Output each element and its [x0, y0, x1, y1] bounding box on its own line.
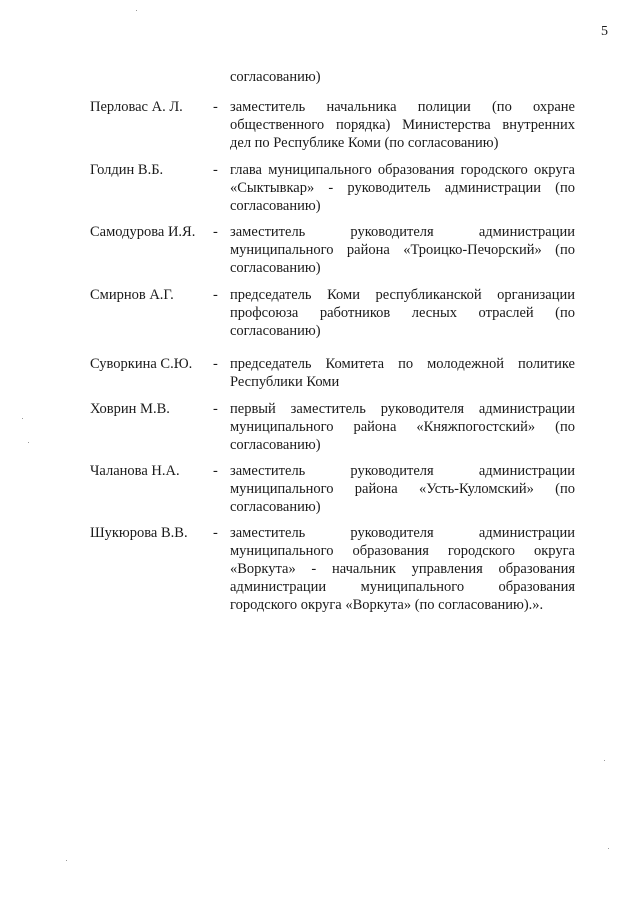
list-item: [90, 462, 580, 522]
separator-dash: -: [213, 401, 218, 417]
person-role: глава муниципального образования городского округа «Сыктывкар» - руководитель администрации (по согласованию): [230, 162, 575, 214]
separator-dash: -: [213, 287, 218, 303]
list-item: [90, 524, 580, 629]
scan-speck: [28, 442, 29, 443]
person-role: председатель Комитета по молодежной политике Республики Коми: [230, 356, 575, 390]
person-role: заместитель начальника полиции (по охране общественного порядка) Министерства внутренних дел по Республике Коми (по согласованию): [230, 99, 575, 151]
scan-speck: [22, 418, 23, 419]
person-name: Шукюрова В.В.: [90, 525, 188, 541]
separator-dash: -: [213, 99, 218, 115]
person-role: первый заместитель руководителя администрации муниципального района «Княжпогостский» (по согласованию): [230, 401, 575, 453]
scan-speck: [608, 848, 609, 849]
person-role: заместитель руководителя администрации муниципального района «Усть-Куломский» (по согласованию): [230, 463, 575, 515]
continuation-text: согласованию): [230, 69, 321, 85]
person-name: Голдин В.Б.: [90, 162, 164, 178]
separator-dash: -: [213, 224, 218, 240]
person-name: Суворкина С.Ю.: [90, 356, 193, 372]
list-item: [90, 98, 580, 158]
list-item: [90, 400, 580, 460]
person-name: Ховрин М.В.: [90, 401, 170, 417]
person-name: Смирнов А.Г.: [90, 287, 174, 303]
list-item: [90, 223, 580, 283]
scan-speck: [66, 860, 67, 861]
list-item: [90, 286, 580, 346]
person-role: председатель Коми республиканской организации профсоюза работников лесных отраслей (по согласованию): [230, 287, 575, 339]
list-item: [90, 161, 580, 221]
scan-speck: [604, 760, 605, 761]
person-name: Самодурова И.Я.: [90, 224, 196, 240]
page-number: 5: [601, 24, 608, 39]
scan-speck: [136, 10, 137, 11]
person-name: Перловас А. Л.: [90, 99, 183, 115]
person-name: Чаланова Н.А.: [90, 463, 180, 479]
person-role: заместитель руководителя администрации муниципального образования городского округа «Воркута» - начальник управления образования администрации муниципального образования городского округа «Воркута» (по согласованию).».: [230, 525, 575, 613]
separator-dash: -: [213, 525, 218, 541]
person-role: заместитель руководителя администрации муниципального района «Троицко-Печорский» (по согласованию): [230, 224, 575, 276]
separator-dash: -: [213, 356, 218, 372]
separator-dash: -: [213, 162, 218, 178]
separator-dash: -: [213, 463, 218, 479]
